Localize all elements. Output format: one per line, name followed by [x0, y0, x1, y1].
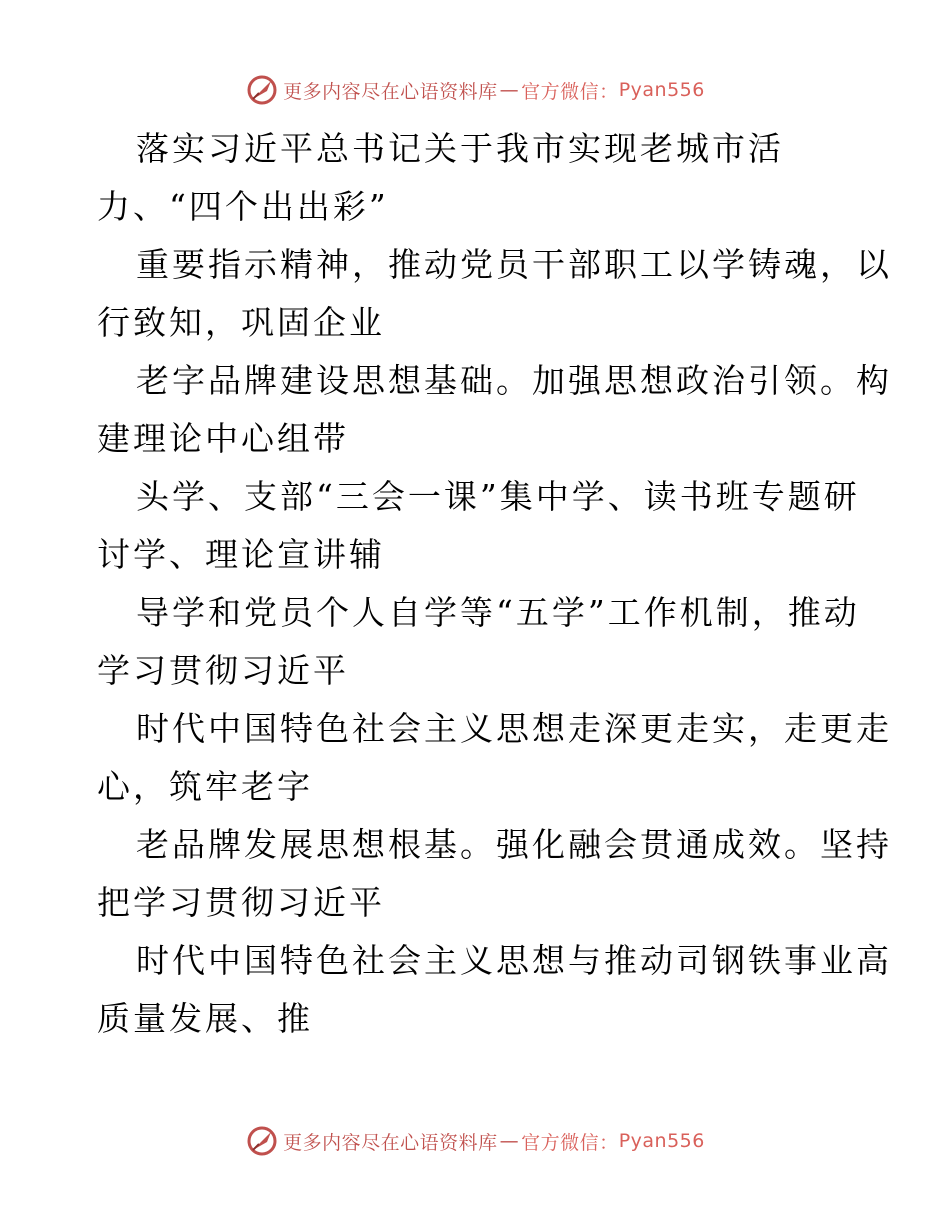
text-line: 心，筑牢老字 [97, 767, 313, 806]
text-line: 老字品牌建设思想基础。加强思想政治引领。构 [136, 361, 892, 400]
text-line: 学习贯彻习近平 [97, 651, 349, 690]
watermark-wechat-label: 官方微信： [521, 1131, 619, 1154]
text-line: 落实习近平总书记关于我市实现老城市活 [136, 129, 784, 168]
text-line: 质量发展、推 [97, 999, 313, 1038]
quill-logo-icon [245, 1124, 279, 1158]
watermark-dash: — [499, 79, 520, 101]
text-line: 老品牌发展思想根基。强化融会贯通成效。坚持 [136, 825, 892, 864]
text-line: 重要指示精神，推动党员干部职工以学铸魂，以 [136, 245, 892, 284]
watermark-wechat-id: Pyan556 [618, 79, 705, 101]
text-line: 时代中国特色社会主义思想走深更走实，走更走 [136, 709, 892, 748]
watermark-title: 更多内容尽在心语资料库 [283, 80, 498, 103]
watermark-wechat-id: Pyan556 [618, 1130, 705, 1152]
footer-watermark [0, 1121, 950, 1161]
watermark-dash: — [499, 1130, 520, 1152]
text-line: 讨学、理论宣讲辅 [97, 535, 385, 574]
text-line: 头学、支部“三会一课”集中学、读书班专题研 [136, 477, 860, 516]
document-body [97, 120, 892, 1048]
watermark-title: 更多内容尽在心语资料库 [283, 1131, 498, 1154]
watermark-wechat-label: 官方微信： [521, 80, 619, 103]
text-line: 导学和党员个人自学等“五学”工作机制，推动 [136, 593, 860, 632]
header-watermark [0, 70, 950, 110]
text-line: 把学习贯彻习近平 [97, 883, 385, 922]
text-line: 时代中国特色社会主义思想与推动司钢铁事业高 [136, 941, 892, 980]
text-line: 建理论中心组带 [97, 419, 349, 458]
quill-logo-icon [245, 73, 279, 107]
text-line: 行致知，巩固企业 [97, 303, 385, 342]
text-line: 力、“四个出出彩” [97, 187, 389, 226]
